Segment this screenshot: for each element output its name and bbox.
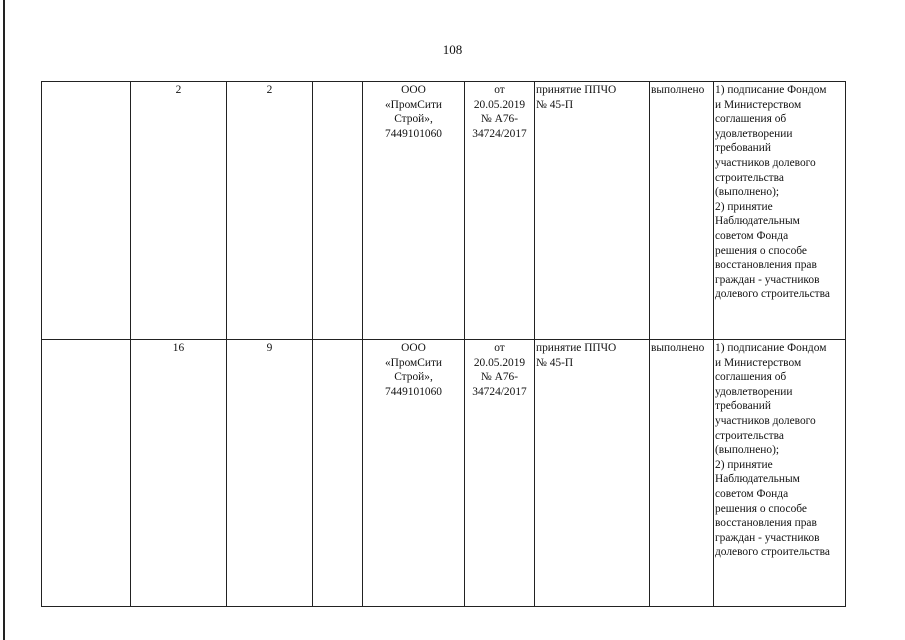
cell-status: выполнено <box>650 82 714 340</box>
cell-measure: принятие ППЧО № 45-П <box>535 82 650 340</box>
cell-col-b: 2 <box>131 82 227 340</box>
table-row <box>42 82 846 340</box>
cell-court-decision: от 20.05.2019 № А76- 34724/2017 <box>465 340 535 607</box>
cell-conditions: 1) подписание Фондом и Министерством соглашения об удовлетворении требований участников долевого строительства (выполнено); 2) принятие Наблюдательным советом Фонда решения о способе восстановления прав граждан - участников долевого строительства <box>714 340 846 607</box>
page-left-edge-rule <box>3 0 5 640</box>
cell-organization: ООО «ПромСити Строй», 7449101060 <box>363 82 465 340</box>
cell-col-d <box>313 82 363 340</box>
cell-col-a <box>42 340 131 607</box>
cell-measure: принятие ППЧО № 45-П <box>535 340 650 607</box>
document-table <box>41 81 846 607</box>
page-number: 108 <box>442 42 463 57</box>
cell-col-d <box>313 340 363 607</box>
cell-col-c: 2 <box>227 82 313 340</box>
cell-col-a <box>42 82 131 340</box>
cell-status: выполнено <box>650 340 714 607</box>
cell-col-c: 9 <box>227 340 313 607</box>
cell-organization: ООО «ПромСити Строй», 7449101060 <box>363 340 465 607</box>
cell-conditions: 1) подписание Фондом и Министерством соглашения об удовлетворении требований участников долевого строительства (выполнено); 2) принятие Наблюдательным советом Фонда решения о способе восстановления прав граждан - участников долевого строительства <box>714 82 846 340</box>
table-row <box>42 340 846 607</box>
cell-court-decision: от 20.05.2019 № А76- 34724/2017 <box>465 82 535 340</box>
cell-col-b: 16 <box>131 340 227 607</box>
